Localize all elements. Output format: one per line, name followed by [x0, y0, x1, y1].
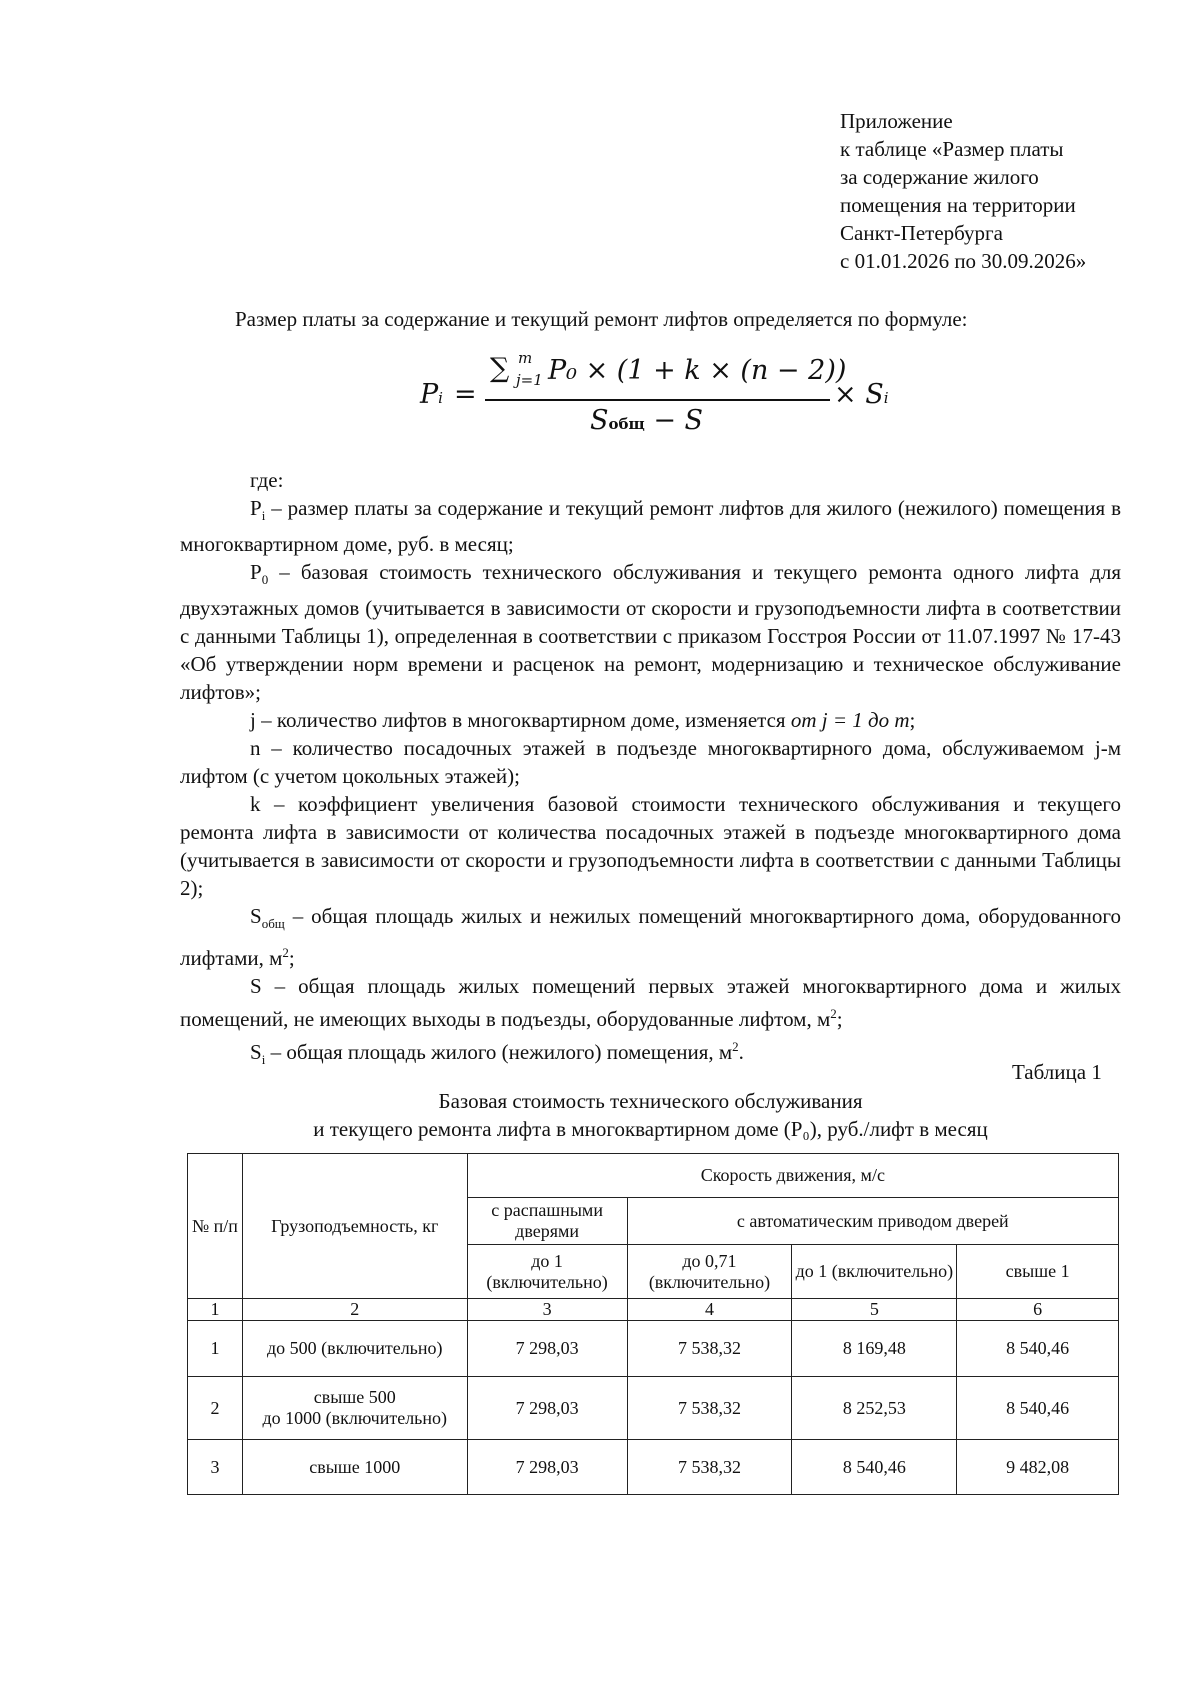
formula-denominator: Sобщ − S [590, 405, 704, 436]
definition-si: $S_i$ – общая площадь жилого (нежилого) помещения, $м^2$. [250, 1038, 744, 1067]
appendix-line: к таблице «Размер платы [840, 137, 1064, 161]
table-label: Таблица 1 [1012, 1060, 1102, 1084]
appendix-line: с 01.01.2026 по 30.09.2026» [840, 249, 1087, 273]
definitions-intro: где: [250, 468, 284, 492]
definition-n: n – количество посадочных этажей в подъезде многоквартирного дома, обслуживаемом j-м лифтом (с учетом цокольных этажей); [180, 736, 1121, 789]
row-num: 2 [188, 1377, 243, 1440]
appendix-line: Приложение [840, 109, 953, 133]
table-header-row [188, 1154, 1119, 1198]
header-col4: до 0,71 (включительно) [627, 1245, 792, 1299]
header-speed: Скорость движения, м/с [467, 1154, 1118, 1198]
column-number: 3 [467, 1299, 627, 1321]
row-value: 7 538,32 [627, 1440, 792, 1495]
row-value: 7 298,03 [467, 1377, 627, 1440]
column-number-row [188, 1299, 1119, 1321]
formula-sum-upper: m [518, 349, 533, 367]
appendix-line: Санкт-Петербурга [840, 221, 1003, 245]
appendix-line: за содержание жилого [840, 165, 1039, 189]
definition-k: k – коэффициент увеличения базовой стоимости технического обслуживания и текущего ремонта лифта в зависимости от количества посадочных этажей в подъезде многоквартирного дома (учитывается в зависимости от скорости и грузоподъемности лифта в соответствии с данными Таблицы 2); [180, 792, 1121, 901]
row-value: 8 169,48 [792, 1321, 957, 1377]
table-title-line: Базовая стоимость технического обслуживания [438, 1089, 863, 1113]
row-capacity: до 500 (включительно) [242, 1321, 467, 1377]
header-auto-doors: с автоматическим приводом дверей [627, 1198, 1118, 1245]
row-num: 1 [188, 1321, 243, 1377]
row-value: 9 482,08 [957, 1440, 1119, 1495]
row-value: 7 538,32 [627, 1321, 792, 1377]
header-col3: до 1 (включительно) [467, 1245, 627, 1299]
column-number: 6 [957, 1299, 1119, 1321]
row-capacity: свыше 1000 [242, 1440, 467, 1495]
definition-pi: $P_i$ – размер платы за содержание и текущий ремонт лифтов для жилого (нежилого) помещения в многоквартирном доме, руб. в месяц; [180, 496, 1121, 557]
row-value: 8 540,46 [792, 1440, 957, 1495]
row-value: 8 252,53 [792, 1377, 957, 1440]
row-num: 3 [188, 1440, 243, 1495]
header-num: № п/п [188, 1154, 243, 1299]
payment-formula [420, 349, 920, 455]
definition-j: j – количество лифтов в многоквартирном доме, изменяется от j = 1 до m; [250, 708, 916, 733]
formula-sum: ∑ [490, 353, 510, 384]
header-capacity: Грузоподъемность, кг [242, 1154, 467, 1299]
table-row [188, 1321, 1119, 1377]
formula-numerator: P₀ × (1 + k × (n − 2)) [548, 355, 847, 386]
table-row [188, 1440, 1119, 1495]
column-number: 5 [792, 1299, 957, 1321]
formula-sum-lower: j=1 [516, 371, 543, 389]
formula-times-area: × Si [834, 379, 889, 410]
base-cost-table [187, 1153, 1119, 1495]
row-capacity: свыше 500 до 1000 (включительно) [242, 1377, 467, 1440]
formula-lhs: Pi [420, 379, 443, 410]
column-number: 1 [188, 1299, 243, 1321]
row-value: 7 298,03 [467, 1440, 627, 1495]
definitions [180, 466, 1121, 1074]
definition-s: S – общая площадь жилых помещений первых этажей многоквартирного дома и жилых помещений, не имеющих выходы в подъезды, оборудованные лифтом, $м^2$; [180, 973, 1121, 1031]
row-value: 8 540,46 [957, 1321, 1119, 1377]
header-col6: свыше 1 [957, 1245, 1119, 1299]
row-value: 7 538,32 [627, 1377, 792, 1440]
appendix-line: помещения на территории [840, 193, 1076, 217]
column-number: 4 [627, 1299, 792, 1321]
intro-paragraph: Размер платы за содержание и текущий ремонт лифтов определяется по формуле: [235, 307, 968, 331]
table-row [188, 1377, 1119, 1440]
column-number: 2 [242, 1299, 467, 1321]
row-value: 8 540,46 [957, 1377, 1119, 1440]
table-title [180, 1087, 1121, 1143]
header-col5: до 1 (включительно) [792, 1245, 957, 1299]
definition-p0: $P_0$ – базовая стоимость технического обслуживания и текущего ремонта одного лифта для двухэтажных домов (учитывается в зависимости от скорости и грузоподъемности лифта в соответствии с данными Таблицы 1), определенная в соответствии с приказом Госстроя России от 11.07.1997 № 17-43 «Об утверждении норм времени и расценок на ремонт, модернизацию и техническое обслуживание лифтов»; [180, 560, 1121, 705]
appendix-heading [840, 107, 1086, 275]
table-title-line: и текущего ремонта лифта в многоквартирном доме (P₀), руб./лифт в месяц [313, 1117, 988, 1141]
row-value: 7 298,03 [467, 1321, 627, 1377]
definition-s-total: $S_{общ}$ – общая площадь жилых и нежилых помещений многоквартирного дома, оборудованного лифтами, $м^2$; [180, 904, 1121, 970]
formula-equals: = [454, 379, 477, 410]
header-swing-doors: с распашными дверями [467, 1198, 627, 1245]
formula-fraction-bar [485, 399, 830, 401]
